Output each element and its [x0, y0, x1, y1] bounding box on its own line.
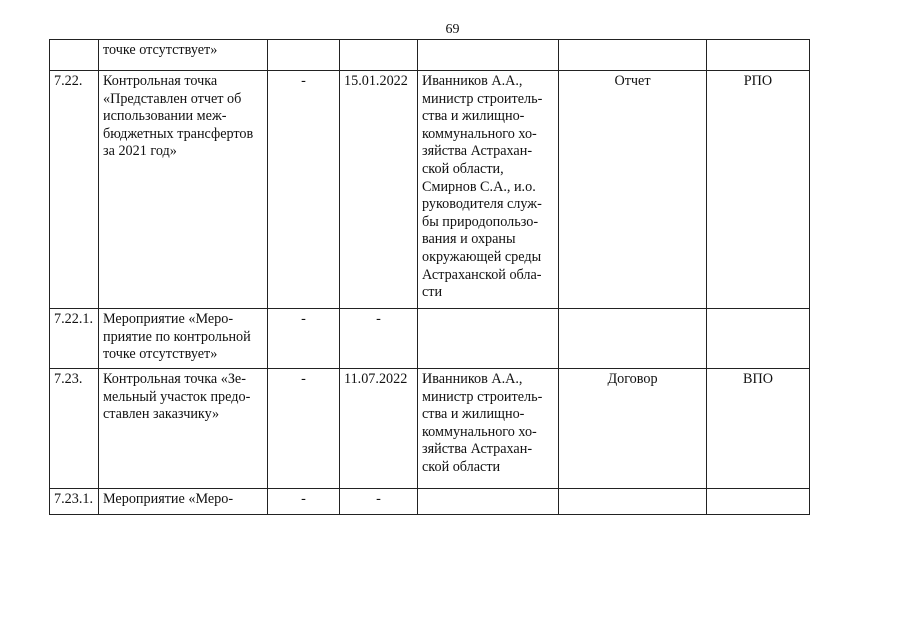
row-name: Контрольная точка «Зе- мельный участок предо- ставлен заказчику»: [99, 369, 268, 489]
row-responsible: [418, 489, 559, 515]
row-start-date: -: [268, 309, 340, 369]
row-level: [707, 489, 810, 515]
plan-table: [49, 39, 810, 515]
row-document-type: Отчет: [559, 71, 707, 309]
row-number: 7.22.1.: [50, 309, 99, 369]
row-name: Контрольная точка «Представлен отчет об использовании меж- бюджетных трансфертов за 2021 год»: [99, 71, 268, 309]
page-number: 69: [445, 22, 460, 37]
row-end-date: 11.07.2022: [340, 369, 418, 489]
table-row: [50, 309, 810, 369]
row-document-type: [559, 40, 707, 71]
row-level: ВПО: [707, 369, 810, 489]
row-document-type: Договор: [559, 369, 707, 489]
row-responsible: Иванников А.А., министр строитель- ства и жилищно- коммунального хо- зяйства Астрахан- ской области: [418, 369, 559, 489]
row-level: [707, 309, 810, 369]
row-document-type: [559, 309, 707, 369]
table-row: [50, 71, 810, 309]
row-start-date: [268, 40, 340, 71]
row-end-date: -: [340, 309, 418, 369]
row-responsible: Иванников А.А., министр строитель- ства и жилищно- коммунального хо- зяйства Астрахан- ской области, Смирнов С.А., и.о. руководителя служ- бы природопользо- вания и охраны окружающей среды Астраханской обла- сти: [418, 71, 559, 309]
row-number: 7.23.: [50, 369, 99, 489]
row-end-date: [340, 40, 418, 71]
row-end-date: 15.01.2022: [340, 71, 418, 309]
row-start-date: -: [268, 71, 340, 309]
row-number: 7.23.1.: [50, 489, 99, 515]
row-level: РПО: [707, 71, 810, 309]
row-level: [707, 40, 810, 71]
row-responsible: [418, 309, 559, 369]
row-name: Мероприятие «Меро- приятие по контрольной точке отсутствует»: [99, 309, 268, 369]
row-number: [50, 40, 99, 71]
row-name: точке отсутствует»: [99, 40, 268, 71]
row-end-date: -: [340, 489, 418, 515]
row-start-date: -: [268, 489, 340, 515]
row-name: Мероприятие «Меро-: [99, 489, 268, 515]
row-number: 7.22.: [50, 71, 99, 309]
row-start-date: -: [268, 369, 340, 489]
table-row: [50, 369, 810, 489]
table-row: [50, 40, 810, 71]
row-document-type: [559, 489, 707, 515]
table-row: [50, 489, 810, 515]
row-responsible: [418, 40, 559, 71]
